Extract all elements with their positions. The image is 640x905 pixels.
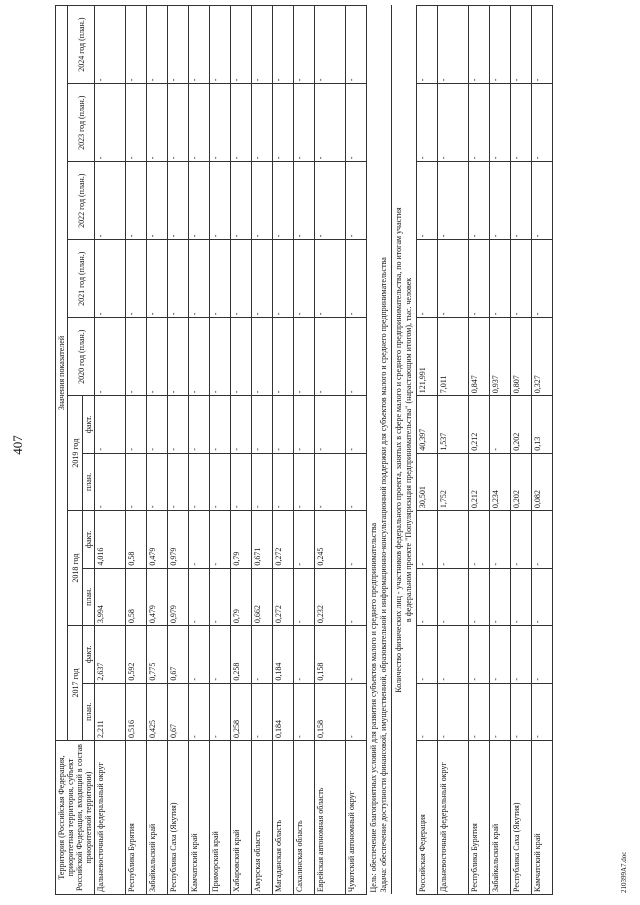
value-cell: - (252, 453, 273, 510)
value-cell: - (189, 84, 210, 162)
value-cell: - (532, 162, 553, 240)
value-cell: - (469, 162, 490, 240)
value-cell: 0,184 (273, 683, 294, 740)
value-cell: - (294, 162, 315, 240)
value-cell: - (294, 511, 315, 568)
value-cell: - (490, 6, 511, 84)
value-cell: - (511, 6, 532, 84)
value-cell: 0,245 (315, 511, 346, 568)
territory-name-cell: Республика Саха (Якутия) (511, 741, 532, 895)
value-cell: - (147, 318, 168, 396)
value-cell: 121,991 (417, 318, 438, 396)
value-cell: - (147, 6, 168, 84)
value-cell: - (417, 84, 438, 162)
value-cell: - (189, 511, 210, 568)
territory-column-header: Территория (Российская Федерация, приоритетная территория, субъект Российской Федерации, входящий в состав приоритетной территории) (56, 741, 95, 895)
page-number: 407 (10, 435, 25, 455)
value-cell: - (532, 683, 553, 740)
task-text: Задача: обеспечение доступности финансовой, имущественной, образовательной и информационно-консультационной поддержки для субъектов малого и среднего предпринимательства (379, 257, 388, 893)
section-1-body (95, 6, 367, 895)
value-cell: - (294, 396, 315, 453)
value-cell: 0,202 (511, 396, 532, 453)
value-cell: - (438, 683, 469, 740)
value-cell: 0,979 (168, 568, 189, 625)
value-cell: - (126, 6, 147, 84)
value-cell: - (231, 318, 252, 396)
value-cell: - (346, 84, 367, 162)
value-cell: - (438, 568, 469, 625)
table-row (126, 6, 147, 895)
value-cell: - (532, 511, 553, 568)
indicator-line-1: Количество физических лиц - участников федерального проекта, занятых в сфере малого и среднего предпринимательства, по итогам участия (394, 207, 403, 693)
value-cell: - (210, 683, 231, 740)
value-cell: - (231, 453, 252, 510)
value-cell: - (469, 683, 490, 740)
value-cell: - (294, 453, 315, 510)
year-2023-plan-header: 2023 год (план.) (68, 84, 95, 162)
territory-name-cell: Магаданская область (273, 741, 294, 895)
value-cell: - (490, 396, 511, 453)
value-cell: - (95, 396, 126, 453)
value-cell: - (469, 511, 490, 568)
value-cell: - (189, 453, 210, 510)
value-cell: - (168, 396, 189, 453)
plan-subheader: план. (83, 453, 95, 510)
footer-doc-code: 210399А7.doc (620, 851, 628, 893)
value-cell: - (294, 6, 315, 84)
value-cell: 0,258 (231, 626, 252, 683)
value-cell: - (273, 162, 294, 240)
territory-name-cell: Российская Федерация (417, 741, 438, 895)
value-cell: - (168, 453, 189, 510)
table-row (189, 6, 210, 895)
value-cell: - (315, 6, 346, 84)
value-cell: - (438, 162, 469, 240)
value-cell: - (346, 511, 367, 568)
value-cell: - (315, 84, 346, 162)
territory-name-cell: Еврейская автономная область (315, 741, 346, 895)
value-cell: - (126, 162, 147, 240)
value-cell: - (252, 396, 273, 453)
value-cell: - (469, 240, 490, 318)
value-cell: - (168, 162, 189, 240)
value-cell: - (210, 568, 231, 625)
value-cell: - (490, 511, 511, 568)
section-2-body (417, 6, 553, 895)
value-cell: 0,082 (532, 453, 553, 510)
value-cell: 30,501 (417, 453, 438, 510)
value-cell: 0,212 (469, 453, 490, 510)
value-cell: - (346, 568, 367, 625)
value-cell: 0,58 (126, 511, 147, 568)
value-cell: 0,184 (273, 626, 294, 683)
value-cell: - (511, 511, 532, 568)
value-cell: 0,272 (273, 568, 294, 625)
territory-name-cell: Республика Бурятия (469, 741, 490, 895)
value-cell: - (273, 84, 294, 162)
table-row (532, 6, 553, 895)
value-cell: - (315, 240, 346, 318)
value-cell: - (417, 568, 438, 625)
value-cell: - (95, 240, 126, 318)
table-row (210, 6, 231, 895)
territory-name-cell: Сахалинская область (294, 741, 315, 895)
value-cell: 1,537 (438, 396, 469, 453)
value-cell: - (189, 6, 210, 84)
value-cell: - (490, 626, 511, 683)
table-row (168, 6, 189, 895)
value-cell: - (511, 84, 532, 162)
table-row (511, 6, 532, 895)
value-cell: - (210, 240, 231, 318)
value-cell: - (438, 84, 469, 162)
value-cell: - (490, 568, 511, 625)
table-row (438, 6, 469, 895)
value-cell: 0,272 (273, 511, 294, 568)
value-cell: - (532, 240, 553, 318)
value-cell: - (252, 6, 273, 84)
value-cell: 0,13 (532, 396, 553, 453)
value-cell: - (490, 240, 511, 318)
value-cell: - (417, 162, 438, 240)
table-row (469, 6, 490, 895)
value-cell: - (231, 6, 252, 84)
value-cell: - (210, 453, 231, 510)
value-cell: - (511, 240, 532, 318)
value-cell: 0,775 (147, 626, 168, 683)
value-cell: - (532, 6, 553, 84)
value-cell: - (490, 84, 511, 162)
value-cell: 0,592 (126, 626, 147, 683)
territory-name-cell: Республика Бурятия (126, 741, 147, 895)
value-cell: - (511, 683, 532, 740)
indicators-table (55, 5, 553, 895)
value-cell: - (189, 162, 210, 240)
value-cell: 0,479 (147, 568, 168, 625)
indicator-title (392, 6, 417, 895)
table-row (346, 6, 367, 895)
value-cell: - (273, 453, 294, 510)
territory-name-cell: Камчатский край (189, 741, 210, 895)
value-cell: - (252, 240, 273, 318)
table-row (231, 6, 252, 895)
value-cell: - (210, 6, 231, 84)
value-cell: - (511, 626, 532, 683)
value-cell: - (532, 626, 553, 683)
indicator-line-2: в федеральном проекте "Популяризация предпринимательства" (нарастающим итогом), тыс. человек (404, 277, 413, 623)
value-cell: 0,67 (168, 626, 189, 683)
table-row (95, 6, 126, 895)
fact-subheader: факт. (83, 626, 95, 683)
value-cell: 0,212 (469, 396, 490, 453)
value-cell: - (168, 6, 189, 84)
value-cell: 0,847 (469, 318, 490, 396)
goal-text: Цель: обеспечение благоприятных условий для развития субъектов малого и среднего предпринимательства (369, 522, 378, 893)
value-cell: - (210, 162, 231, 240)
table-row (417, 6, 438, 895)
value-cell: - (189, 318, 210, 396)
value-cell: - (417, 683, 438, 740)
value-cell: - (511, 568, 532, 625)
value-cell: - (147, 453, 168, 510)
table-row (273, 6, 294, 895)
value-cell: - (126, 84, 147, 162)
value-cell: 1,752 (438, 453, 469, 510)
value-cell: 0,671 (252, 511, 273, 568)
value-cell: 0,516 (126, 683, 147, 740)
value-cell: - (210, 626, 231, 683)
value-cell: - (189, 683, 210, 740)
value-cell: - (469, 84, 490, 162)
value-cell: - (294, 683, 315, 740)
value-cell: - (189, 240, 210, 318)
values-group-header: Значения показателей (56, 6, 68, 741)
value-cell: 0,232 (315, 568, 346, 625)
value-cell: - (490, 683, 511, 740)
territory-name-cell: Приморский край (210, 741, 231, 895)
table-row (294, 6, 315, 895)
territory-name-cell: Камчатский край (532, 741, 553, 895)
value-cell: - (95, 453, 126, 510)
value-cell: - (346, 626, 367, 683)
territory-name-cell: Республика Саха (Якутия) (168, 741, 189, 895)
value-cell: - (294, 84, 315, 162)
value-cell: - (252, 162, 273, 240)
value-cell: 0,234 (490, 453, 511, 510)
territory-name-cell: Чукотский автономный округ (346, 741, 367, 895)
value-cell: - (438, 240, 469, 318)
territory-name-cell: Хабаровский край (231, 741, 252, 895)
value-cell: - (315, 318, 346, 396)
value-cell: - (438, 511, 469, 568)
year-2018-header: 2018 год (68, 511, 83, 626)
value-cell: 0,79 (231, 568, 252, 625)
value-cell: - (231, 162, 252, 240)
value-cell: 0,662 (252, 568, 273, 625)
value-cell: 40,397 (417, 396, 438, 453)
value-cell: 0,479 (147, 511, 168, 568)
value-cell: - (417, 626, 438, 683)
value-cell: 0,79 (231, 511, 252, 568)
value-cell: - (346, 683, 367, 740)
table-row (315, 6, 346, 895)
value-cell: - (315, 453, 346, 510)
year-2017-header: 2017 год (68, 626, 83, 741)
value-cell: - (346, 396, 367, 453)
value-cell: - (231, 396, 252, 453)
value-cell: - (315, 162, 346, 240)
value-cell: - (126, 453, 147, 510)
value-cell: - (252, 626, 273, 683)
value-cell: - (294, 240, 315, 318)
value-cell: - (168, 318, 189, 396)
value-cell: - (147, 396, 168, 453)
year-2021-plan-header: 2021 год (план.) (68, 240, 95, 318)
goal-and-task-text (367, 6, 392, 895)
value-cell: 0,202 (511, 453, 532, 510)
value-cell: - (417, 6, 438, 84)
value-cell: 0,937 (490, 318, 511, 396)
value-cell: - (189, 626, 210, 683)
table-row (252, 6, 273, 895)
value-cell: 0,58 (126, 568, 147, 625)
value-cell: 0,258 (231, 683, 252, 740)
territory-name-cell: Дальневосточный федеральный округ (95, 741, 126, 895)
value-cell: 0,425 (147, 683, 168, 740)
value-cell: 0,158 (315, 683, 346, 740)
value-cell: 3,994 (95, 568, 126, 625)
year-2020-plan-header: 2020 год (план.) (68, 318, 95, 396)
value-cell: - (210, 318, 231, 396)
value-cell: - (294, 318, 315, 396)
value-cell: - (469, 6, 490, 84)
value-cell: 2,211 (95, 683, 126, 740)
year-2024-plan-header: 2024 год (план.) (68, 6, 95, 84)
value-cell: - (95, 84, 126, 162)
value-cell: - (532, 84, 553, 162)
value-cell: 0,327 (532, 318, 553, 396)
value-cell: - (469, 626, 490, 683)
value-cell: - (210, 396, 231, 453)
plan-subheader: план. (83, 683, 95, 740)
territory-name-cell: Забайкальский край (490, 741, 511, 895)
value-cell: - (438, 6, 469, 84)
value-cell: - (273, 396, 294, 453)
value-cell: - (95, 318, 126, 396)
value-cell: - (294, 626, 315, 683)
value-cell: - (189, 568, 210, 625)
value-cell: - (252, 683, 273, 740)
year-2019-header: 2019 год (68, 396, 83, 511)
value-cell: - (417, 240, 438, 318)
value-cell: - (511, 162, 532, 240)
value-cell: 0,158 (315, 626, 346, 683)
value-cell: - (126, 318, 147, 396)
value-cell: - (126, 240, 147, 318)
fact-subheader: факт. (83, 396, 95, 453)
value-cell: - (273, 318, 294, 396)
table-row (490, 6, 511, 895)
value-cell: - (294, 568, 315, 625)
value-cell: - (210, 84, 231, 162)
value-cell: - (315, 396, 346, 453)
value-cell: - (346, 318, 367, 396)
value-cell: 4,016 (95, 511, 126, 568)
value-cell: 7,011 (438, 318, 469, 396)
value-cell: - (490, 162, 511, 240)
value-cell: - (252, 84, 273, 162)
value-cell: - (147, 162, 168, 240)
value-cell: - (346, 453, 367, 510)
value-cell: - (147, 84, 168, 162)
year-2022-plan-header: 2022 год (план.) (68, 162, 95, 240)
plan-subheader: план. (83, 568, 95, 625)
value-cell: - (210, 511, 231, 568)
value-cell: - (231, 84, 252, 162)
value-cell: - (346, 240, 367, 318)
value-cell: - (346, 162, 367, 240)
fact-subheader: факт. (83, 511, 95, 568)
value-cell: - (189, 396, 210, 453)
territory-name-cell: Забайкальский край (147, 741, 168, 895)
value-cell: 0,67 (168, 683, 189, 740)
value-cell: - (95, 6, 126, 84)
value-cell: - (346, 6, 367, 84)
value-cell: - (168, 240, 189, 318)
value-cell: - (252, 318, 273, 396)
value-cell: - (273, 6, 294, 84)
value-cell: - (532, 568, 553, 625)
value-cell: - (438, 626, 469, 683)
value-cell: - (273, 240, 294, 318)
value-cell: - (147, 240, 168, 318)
table-row (147, 6, 168, 895)
value-cell: - (417, 511, 438, 568)
section-2-caption (367, 6, 417, 895)
value-cell: - (231, 240, 252, 318)
value-cell: 2,637 (95, 626, 126, 683)
value-cell: - (126, 396, 147, 453)
value-cell: 0,807 (511, 318, 532, 396)
territory-name-cell: Дальневосточный федеральный округ (438, 741, 469, 895)
territory-name-cell: Амурская область (252, 741, 273, 895)
value-cell: - (95, 162, 126, 240)
value-cell: - (168, 84, 189, 162)
value-cell: 0,979 (168, 511, 189, 568)
value-cell: - (469, 568, 490, 625)
